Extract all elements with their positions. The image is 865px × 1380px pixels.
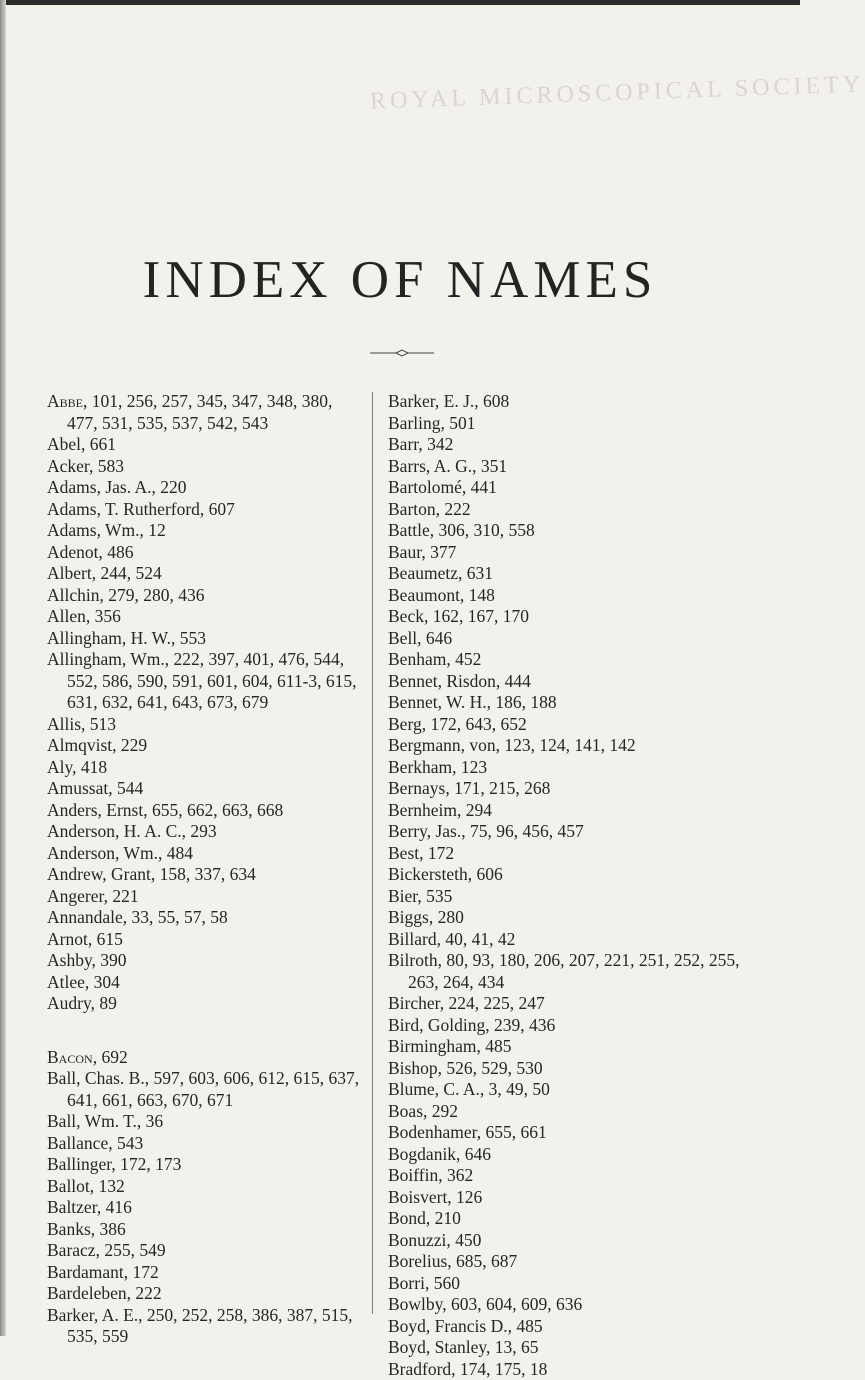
index-entry: Boisvert, 126 [388, 1187, 768, 1209]
index-entry: Boyd, Stanley, 13, 65 [388, 1337, 768, 1359]
index-entry: Bier, 535 [388, 886, 768, 908]
index-entry: Aly, 418 [47, 757, 369, 779]
index-entry: Bowlby, 603, 604, 609, 636 [388, 1294, 768, 1316]
book-spine-shadow [0, 0, 6, 1336]
index-entry: Adams, Wm., 12 [47, 520, 369, 542]
index-entry: Bennet, W. H., 186, 188 [388, 692, 768, 714]
index-entry: Borri, 560 [388, 1273, 768, 1295]
index-entry: Allen, 356 [47, 606, 369, 628]
index-entry: Bergmann, von, 123, 124, 141, 142 [388, 735, 768, 757]
index-entry: Andrew, Grant, 158, 337, 634 [47, 864, 369, 886]
index-entry: Bernheim, 294 [388, 800, 768, 822]
index-entry: Anderson, Wm., 484 [47, 843, 369, 865]
index-entry: Bircher, 224, 225, 247 [388, 993, 768, 1015]
index-entry: Bardeleben, 222 [47, 1283, 369, 1305]
index-entry: Borelius, 685, 687 [388, 1251, 768, 1273]
index-entry: Bernays, 171, 215, 268 [388, 778, 768, 800]
index-column-left [47, 391, 369, 1348]
index-entry: Bird, Golding, 239, 436 [388, 1015, 768, 1037]
index-entry: Best, 172 [388, 843, 768, 865]
index-entry: Berkham, 123 [388, 757, 768, 779]
index-entry: Bond, 210 [388, 1208, 768, 1230]
index-entry: Barr, 342 [388, 434, 768, 456]
entry-pages: , 101, 256, 257, 345, 347, 348, 380, [83, 391, 332, 411]
index-entry: Ballance, 543 [47, 1133, 369, 1155]
index-entry: Battle, 306, 310, 558 [388, 520, 768, 542]
index-entry: Boiffin, 362 [388, 1165, 768, 1187]
index-entry: Allis, 513 [47, 714, 369, 736]
index-entry: Beck, 162, 167, 170 [388, 606, 768, 628]
index-entry: Barling, 501 [388, 413, 768, 435]
index-entry: Bradford, 174, 175, 18 [388, 1359, 768, 1380]
index-entry: Bilroth, 80, 93, 180, 206, 207, 221, 251, 252, 255, 263, 264, 434 [388, 950, 768, 993]
index-entry: Acker, 583 [47, 456, 369, 478]
index-entry: Ballinger, 172, 173 [47, 1154, 369, 1176]
index-entry: Allingham, H. W., 553 [47, 628, 369, 650]
index-entry: Amussat, 544 [47, 778, 369, 800]
index-entry: Bardamant, 172 [47, 1262, 369, 1284]
page-title: INDEX OF NAMES [0, 250, 800, 310]
rule-with-diamond-icon [370, 349, 434, 357]
index-entry: Anders, Ernst, 655, 662, 663, 668 [47, 800, 369, 822]
index-entry: Adams, T. Rutherford, 607 [47, 499, 369, 521]
index-entry: Bell, 646 [388, 628, 768, 650]
index-entry: Bartolomé, 441 [388, 477, 768, 499]
index-entry: Barker, E. J., 608 [388, 391, 768, 413]
index-entry: Ashby, 390 [47, 950, 369, 972]
index-entry: Beaumont, 148 [388, 585, 768, 607]
index-entry: Birmingham, 485 [388, 1036, 768, 1058]
index-entry: Allingham, Wm., 222, 397, 401, 476, 544, 552, 586, 590, 591, 601, 604, 611-3, 615, 631, 632, 641, 643, 673, 679 [47, 649, 369, 714]
index-entry: Adams, Jas. A., 220 [47, 477, 369, 499]
index-entry: Audry, 89 [47, 993, 369, 1015]
index-entry: Boyd, Francis D., 485 [388, 1316, 768, 1338]
show-through-text: ROYAL MICROSCOPICAL SOCIETY [370, 71, 865, 115]
index-entry: Blume, C. A., 3, 49, 50 [388, 1079, 768, 1101]
letter-section-gap [47, 1015, 369, 1047]
index-entry: Bennet, Risdon, 444 [388, 671, 768, 693]
page-top-edge [0, 0, 800, 5]
index-entry [47, 1047, 369, 1069]
index-entry: Angerer, 221 [47, 886, 369, 908]
index-entry: Adenot, 486 [47, 542, 369, 564]
index-entry: Benham, 452 [388, 649, 768, 671]
index-entry: Ball, Chas. B., 597, 603, 606, 612, 615, 637, 641, 661, 663, 670, 671 [47, 1068, 369, 1111]
index-entry: Barrs, A. G., 351 [388, 456, 768, 478]
index-entry: Banks, 386 [47, 1219, 369, 1241]
index-entry: Boas, 292 [388, 1101, 768, 1123]
index-entry: Berry, Jas., 75, 96, 456, 457 [388, 821, 768, 843]
index-entry: Ballot, 132 [47, 1176, 369, 1198]
index-entry: Anderson, H. A. C., 293 [47, 821, 369, 843]
index-entry [47, 391, 369, 434]
index-entry: Allchin, 279, 280, 436 [47, 585, 369, 607]
index-entry: Albert, 244, 524 [47, 563, 369, 585]
index-column-right [388, 391, 768, 1380]
index-entry: Bishop, 526, 529, 530 [388, 1058, 768, 1080]
index-entry: Bickersteth, 606 [388, 864, 768, 886]
index-entry: Ball, Wm. T., 36 [47, 1111, 369, 1133]
entry-name: Abbe [47, 391, 83, 411]
index-entry: Bonuzzi, 450 [388, 1230, 768, 1252]
index-entry: Arnot, 615 [47, 929, 369, 951]
index-entry: Annandale, 33, 55, 57, 58 [47, 907, 369, 929]
index-entry: Bodenhamer, 655, 661 [388, 1122, 768, 1144]
entry-pages-continued: 477, 531, 535, 537, 542, 543 [67, 413, 268, 433]
entry-pages: , 692 [93, 1047, 128, 1067]
index-entry: Almqvist, 229 [47, 735, 369, 757]
entry-name: Bacon [47, 1047, 93, 1067]
index-entry: Atlee, 304 [47, 972, 369, 994]
index-entry: Barker, A. E., 250, 252, 258, 386, 387, 515, 535, 559 [47, 1305, 369, 1348]
index-entry: Biggs, 280 [388, 907, 768, 929]
index-entry: Berg, 172, 643, 652 [388, 714, 768, 736]
index-entry: Abel, 661 [47, 434, 369, 456]
index-entry: Barton, 222 [388, 499, 768, 521]
index-entry: Baur, 377 [388, 542, 768, 564]
column-divider [372, 392, 373, 1314]
index-entry: Baltzer, 416 [47, 1197, 369, 1219]
index-entry: Baracz, 255, 549 [47, 1240, 369, 1262]
index-entry: Beaumetz, 631 [388, 563, 768, 585]
index-entry: Billard, 40, 41, 42 [388, 929, 768, 951]
index-entry: Bogdanik, 646 [388, 1144, 768, 1166]
